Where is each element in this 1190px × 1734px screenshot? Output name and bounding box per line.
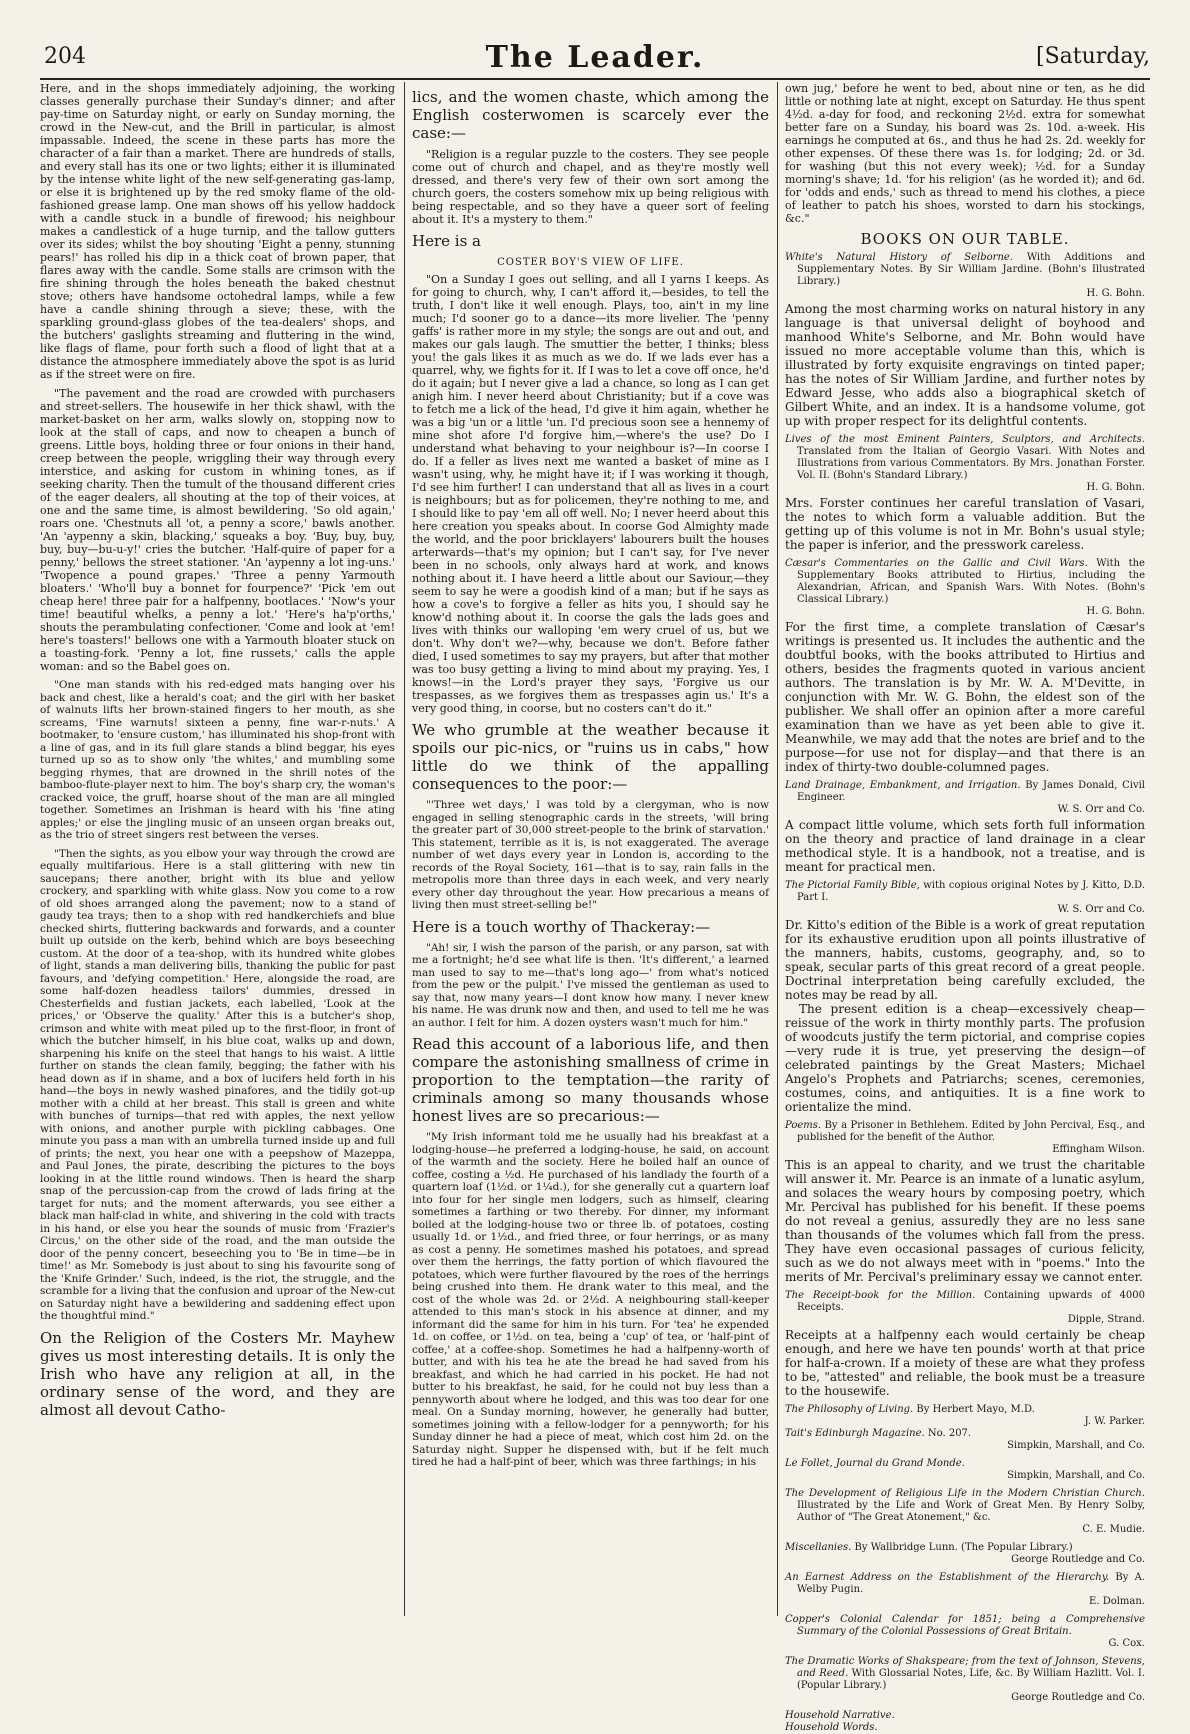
- paragraph: "'Three wet days,' I was told by a clergyman, who is now engaged in selling stenographic cards in the streets, 'will bring the greater part of 30,000 street-people to the brink of starvation.' This statement, terrible as it is, is not exaggerated. The average number of wet days every year in London is, according to the records of the Royal Society, 161—that is to say, rain falls in the metropolis more than three days in each week, and very nearly every other day throughout the year. How precarious a means of living then must street-selling be!": [412, 799, 769, 911]
- book-details: By James Donald, Civil Engineer.: [797, 780, 1145, 803]
- column-3: [785, 82, 1146, 1733]
- paragraph: On the Religion of the Costers Mr. Mayhew gives us most interesting details. It is only the Irish who have any religion at all, in the ordinary sense of the word, and they are almost all devout Catho-: [40, 1328, 395, 1419]
- publisher: Simpkin, Marshall, and Co.: [1007, 1440, 1145, 1451]
- paragraph: Here, and in the shops immediately adjoining, the working classes generally purchase their Sunday's dinner; and after pay-time on Saturday night, or early on Sunday morning, the crowd in the New-cut, and the Brill in particular, is almost impassable. Indeed, the scene in these parts has more the character of a fair than a market. There are hundreds of stalls, and every stall has its one or two lights; either it is illuminated by the intense white light of the new self-generating gas-lamp, or else it is brightened up by the red smoky flame of the old-fashioned grease lamp. One man shows off his yellow haddock with a candle stuck in a bundle of firewood; his neighbour makes a candlestick of a huge turnip, and the tallow gutters over its sides; whilst the boy shouting 'Eight a penny, stunning pears!' has rolled his dip in a thick coat of brown paper, that flares away with the candle. Some stalls are crimson with the fire shining through the holes beneath the baked chestnut stove; others have handsome octohedral lamps, while a few have a candle shining through a sieve; these, with the sparkling ground-glass globes of the tea-dealers' shops, and the butchers' gaslights streaming and fluttering in the wind, like flags of flame, pour forth such a flood of light that at a distance the atmosphere immediately above the spot is as lurid as if the street were on fire.: [40, 82, 395, 381]
- paragraph: We who grumble at the weather because it spoils our pic-nics, or "ruins us in cabs," how little do we think of the appalling consequences to the poor:—: [412, 721, 769, 793]
- book-list-item: [785, 1488, 1145, 1536]
- book-review: The present edition is a cheap—excessively cheap—reissue of the work in thirty monthly parts. The profusion of woodcuts justify the term pictorial, and comprise copies—very rude it is true, yet preserving the design—of celebrated paintings by the Great Masters; Michael Angelo's Prophets and Patriarchs; scenes, ceremonies, costumes, coins, and antiquities. It is a fine work to orientalize the mind.: [785, 1002, 1145, 1114]
- column-rule: [404, 82, 405, 1616]
- paragraph: Here is a: [412, 232, 481, 250]
- masthead-title: The Leader.: [485, 40, 705, 75]
- publisher: Simpkin, Marshall, and Co.: [1007, 1470, 1145, 1481]
- book-entry: [785, 880, 1145, 1114]
- book-details: No. 207.: [927, 1428, 972, 1439]
- publisher: George Routledge and Co.: [1011, 1554, 1145, 1565]
- book-title: Land Drainage, Embankment, and Irrigation.: [785, 780, 1021, 791]
- publisher: Effingham Wilson.: [1052, 1144, 1145, 1155]
- header-day: [Saturday,: [1036, 44, 1150, 69]
- paragraph: "Ah! sir, I wish the parson of the parish, or any parson, sat with me a fortnight; he'd see what life is then. 'It's different,' a learned man used to say to me—that's long ago—' from what's noticed from the pew or the pulpit.' I've missed the gentleman as used to say that, now many years—I dont know how many. I never knew his name. He was drunk now and then, and used to tell me he was an author. I felt for him. A dozen oysters wasn't much for him.": [412, 941, 769, 1029]
- book-review: Among the most charming works on natural history in any language is that universal delight of boyhood and manhood White's Selborne, and Mr. Bohn would have issued no more acceptable volume than this, which is illustrated by forty exquisite engravings on tinted paper; has the notes of Sir William Jardine, and further notes by Edward Jesse, who adds also a biographical sketch of Gilbert White, and an index. It is a handsome volume, got up with proper respect for its delightful contents.: [785, 302, 1145, 428]
- book-title: The Pictorial Family Bible,: [785, 880, 920, 891]
- book-title: The Development of Religious Life in the Modern Christian Church.: [785, 1488, 1145, 1499]
- paragraph: "The pavement and the road are crowded with purchasers and street-sellers. The housewife in her thick shawl, with the market-basket on her arm, walks slowly on, stopping now to look at the stall of caps, and now to cheapen a bunch of greens. Little boys, holding three or four onions in their hand, creep between the people, wriggling their way through every interstice, and asking for custom in whining tones, as if seeking charity. Then the tumult of the thousand different cries of the eager dealers, all shouting at the top of their voices, at one and the same time, is almost bewildering. 'So old again,' roars one. 'Chestnuts all 'ot, a penny a score,' bawls another. 'An 'aypenny a skin, blacking,' squeaks a boy. 'Buy, buy, buy, buy, buy—bu-u-y!' cries the butcher. 'Half-quire of paper for a penny,' bellows the street stationer. 'An 'aypenny a lot ing-uns.' 'Twopence a pound grapes.' 'Three a penny Yarmouth bloaters.' 'Who'll buy a bonnet for fourpence?' 'Pick 'em out cheap here! three pair for a halfpenny, bootlaces.' 'Now's your time! beautiful whelks, a penny a lot.' 'Here's ha'p'orths,' shouts the perambulating confectioner. 'Come and look at 'em! here's toasters!' bellows one with a Yarmouth bloater stuck on a toasting-fork. 'Penny a lot, fine russets,' calls the apple woman: and so the Babel goes on.: [40, 387, 395, 673]
- book-list-item: [785, 1710, 1145, 1734]
- book-details: By Herbert Mayo, M.D.: [916, 1404, 1035, 1415]
- book-title: Tait's Edinburgh Magazine.: [785, 1428, 925, 1439]
- book-list-item: [785, 1572, 1145, 1608]
- book-details: Containing upwards of 4000 Receipts.: [797, 1290, 1146, 1313]
- publisher: W. S. Orr and Co.: [1057, 904, 1145, 915]
- paragraph: "On a Sunday I goes out selling, and all I yarns I keeps. As for going to church, why, I can't afford it,—besides, to tell the truth, I don't like it well enough. Plays, too, ain't in my line much; I'd sooner go to a dance—its more livelier. The 'penny gaffs' is rather more in my style; the songs are out and out, and makes our gals laugh. The smuttier the better, I thinks; bless you! the gals likes it as much as we do. If we lads ever has a quarrel, why, we fights for it. If I was to let a cove off once, he'd do it again; but I never give a lad a chance, so long as I can get anigh him. I never heerd about Christianity; but if a cove was to fetch me a lick of the head, I'd give it him again, whether he was a big 'un or a little 'un. I'd precious soon see a hennemy of mine shot afore I'd forgive him,—where's the use? Do I understand what behaving to your neighbour is?—In coorse I do. If a feller as lives next me wanted a basket of mine as I wasn't using, why, he might have it; if I was working it though, I'd see him further! I can understand that all as lives in a court is neighbours; but as for policemen, they're nothing to me, and I should like to pay 'em all off well. No; I never heerd about this here creation you speaks about. In coorse God Almighty made the world, and the poor bricklayers' labourers built the houses arterwards—that's my opinion; but I can't say, for I've never been in no schools, only always hard at work, and knows nothing about it. I have heerd a little about our Saviour,—they seem to say he were a goodish kind of a man; but if he says as how a cove's to forgive a feller as hits you, I should say he know'd nothing about it. In coorse the gals the lads goes and lives with thinks our walloping 'em wery cruel of us, but we don't. Why don't we?—why, because we don't. Before father died, I used sometimes to say my prayers, but after that mother was too busy getting a living to mind about my praying. Yes, I knows!—in the Lord's prayer they says, 'Forgive us our trespasses, as we forgives them as trespasses agin us.' It's a very good thing, in coorse, but no costers can't do it.": [412, 273, 769, 715]
- book-title: The Dramatic Works of Shakspeare; from the text of Johnson, Stevens, and Reed.: [785, 1656, 1145, 1679]
- book-list-item: [785, 1614, 1145, 1650]
- book-list-item: [785, 1458, 1145, 1482]
- book-details: With Glossarial Notes, Life, &c. By William Hazlitt. Vol. I. (Popular Library.): [797, 1668, 1146, 1691]
- book-title: Copper's Colonial Calendar for 1851; being a Comprehensive Summary of the Colonial Possessions of Great Britain.: [785, 1614, 1145, 1637]
- publisher: H. G. Bohn.: [1086, 606, 1145, 617]
- book-entry: [785, 1290, 1145, 1398]
- book-list-item: [785, 1428, 1145, 1452]
- book-review: For the first time, a complete translation of Cæsar's writings is presented us. It includes the authentic and the doubtful books, with the books attributed to Hirtius and others, besides the fragments quoted in various ancient authors. The translation is by Mr. W. A. M'Devitte, in conjunction with Mr. W. G. Bohn, the eldest son of the publisher. We shall offer an opinion after a more careful examination than we have as yet been able to give it. Meanwhile, we may add that the notes are brief and to the purpose—for use not for display—and that there is an index of thirty-two double-columned pages.: [785, 620, 1145, 774]
- book-review: This is an appeal to charity, and we trust the charitable will answer it. Mr. Pearce is an inmate of a lunatic asylum, and solaces the weary hours by composing poetry, which Mr. Percival has published for his benefit. If these poems do not reveal a genius, assuredly they are no less sane than thousands of the volumes which fall from the press. They have even occasional passages of curious felicity, such as we do not always meet with in "poems." Into the merits of Mr. Percival's preliminary essay we cannot enter.: [785, 1158, 1145, 1284]
- book-title: Cæsar's Commentaries on the Gallic and Civil Wars.: [785, 558, 1088, 569]
- book-details: By Wallbridge Lunn. (The Popular Library.): [854, 1542, 1073, 1553]
- publisher: W. S. Orr and Co.: [1057, 804, 1145, 815]
- book-title: An Earnest Address on the Establishment of the Hierarchy.: [785, 1572, 1110, 1583]
- book-title: Le Follet, Journal du Grand Monde.: [785, 1458, 965, 1469]
- publisher: George Routledge and Co.: [1011, 1692, 1145, 1703]
- book-entry: [785, 252, 1145, 428]
- publisher: J. W. Parker.: [1084, 1416, 1145, 1427]
- book-entry: [785, 780, 1145, 874]
- book-title: The Philosophy of Living.: [785, 1404, 914, 1415]
- column-2: [412, 82, 769, 1616]
- paragraph: own jug,' before he went to bed, about nine or ten, as he did little or nothing late at night, except on Saturday. He thus spent 4½d. a-day for food, and reckoning 2½d. extra for somewhat better fare on a Sunday, his board was 2s. 10d. a-week. His earnings he computed at 6s., and thus he had 2s. 2d. weekly for other expenses. Of these there was 1s. for lodging; 2d. or 3d. for washing (but this not every week); ½d. for a Sunday morning's shave; 1d. 'for his religion' (as he worded it); and 6d. for 'odds and ends,' such as thread to mend his clothes, a piece of leather to patch his shoes, worsted to darn his stockings, &c.": [785, 82, 1145, 225]
- publisher: E. Dolman.: [1089, 1596, 1145, 1607]
- book-title: Poems.: [785, 1120, 822, 1131]
- book-title: Lives of the most Eminent Painters, Sculptors, and Architects.: [785, 434, 1145, 445]
- book-list-item: [785, 1404, 1145, 1428]
- book-entry: [785, 558, 1145, 774]
- book-details: with copious original Notes by J. Kitto, D.D. Part I.: [797, 880, 1145, 903]
- paragraph: Here is a touch worthy of Thackeray:—: [412, 917, 711, 936]
- book-title: White's Natural History of Selborne.: [785, 252, 1013, 263]
- publisher: C. E. Mudie.: [1082, 1524, 1145, 1535]
- book-title: Miscellanies.: [785, 1542, 852, 1553]
- book-review: Mrs. Forster continues her careful translation of Vasari, the notes to which form a valuable addition. But the getting up of this volume is not in Mr. Bohn's usual style; the paper is inferior, and the presswork careless.: [785, 496, 1145, 552]
- book-details: With Additions and Supplementary Notes. By Sir William Jardine. (Bohn's Illustrated Library.): [797, 252, 1146, 287]
- book-review: Receipts at a halfpenny each would certainly be cheap enough, and here we have ten pounds' worth at that price for half-a-crown. If a moiety of these are what they profess to be, "attested" and reliable, the book must be a treasure to the housewife.: [785, 1328, 1145, 1398]
- book-title: The Receipt-book for the Million.: [785, 1290, 976, 1301]
- book-title: Household Narrative.: [785, 1710, 895, 1721]
- publisher: H. G. Bohn.: [1086, 482, 1145, 493]
- paragraph: "Then the sights, as you elbow your way through the crowd are equally multifarious. Here is a stall glittering with new tin saucepans; there another, bright with its blue and yellow crockery, and sparkling with white glass. Now you come to a row of old shoes arranged along the pavement; now to a stand of gaudy tea trays; then to a shop with red handkerchiefs and blue checked shirts, fluttering backwards and forwards, and a counter built up outside on the kerb, behind which are boys beseeching custom. At the door of a tea-shop, with its hundred white globes of light, stands a man delivering bills, thanking the public for past favours, and 'defying competition.' Here, alongside the road, are some half-dozen headless tailors' dummies, dressed in Chesterfields and fustian jackets, each labelled, 'Look at the prices,' or 'Observe the quality.' After this is a butcher's shop, crimson and white with meat piled up to the first-floor, in front of which the butcher himself, in his blue coat, walks up and down, sharpening his knife on the steel that hangs to his waist. A little further on stands the clean family, begging; the father with his head down as if in shame, and a box of lucifers held forth in his hand—the boys in newly washed pinafores, and the tidily got-up mother with a child at her breast. This stall is green and white with bunches of turnips—that red with apples, the next yellow with onions, and another purple with pickling cabbages. One minute you pass a man with an umbrella turned inside up and full of prints; the next, you hear one with a peepshow of Mazeppa, and Paul Jones, the pirate, describing the pictures to the boys looking in at the little round windows. Then is heard the sharp snap of the percussion-cap from the crowd of lads firing at the target for nuts; and the moment afterwards, you see either a black man half-clad in white, and shivering in the cold with tracts in his hand, or else you hear the sounds of music from 'Frazier's Circus,' on the other side of the road, and the man outside the door of the penny concert, beseeching you to 'Be in time—be in time!' as Mr. Somebody is just about to sing his favourite song of the 'Knife Grinder.' Such, indeed, is the riot, the struggle, and the scramble for a living that the confusion and uproar of the New-cut on Saturday night have a bewildering and saddening effect upon the thoughtful mind.": [40, 847, 395, 1322]
- section-heading: BOOKS ON OUR TABLE.: [860, 230, 1070, 248]
- publisher: Dipple, Strand.: [1067, 1314, 1145, 1325]
- subheading: COSTER BOY'S VIEW OF LIFE.: [497, 257, 684, 268]
- book-details: Translated from the Italian of Georgio Vasari. With Notes and Illustrations from various Commentators. By Mrs. Jonathan Forster. Vol. II. (Bohn's Standard Library.): [797, 446, 1145, 481]
- paragraph: "My Irish informant told me he usually had his breakfast at a lodging-house—he preferred a lodging-house, he said, on account of the warmth and the society. Here he boiled half an ounce of coffee, costing a ½d. He purchased of his landlady the fourth of a quartern loaf (1½d. or 1¼d.), for she generally cut a quartern loaf into four for her single men lodgers, such as himself, clearing sometimes a farthing or two thereby. For dinner, my informant boiled at the lodging-house two or three lb. of potatoes, costing usually 1d. or 1½d., and fried three, or four herrings, or as many as cost a penny. He sometimes mashed his potatoes, and spread over them the herrings, the fatty portion of which flavoured the potatoes, which were further flavoured by the roes of the herrings being crushed into them. He drank water to this meal, and the cost of the whole was 2d. or 2½d. A neighbouring stall-keeper attended to this man's stock in his absence at dinner, and my informant did the same for him in his turn. For 'tea' he expended 1d. on coffee, or 1½d. on tea, being a 'cup' of tea, or 'half-pint of coffee,' at a coffee-shop. Sometimes he had a halfpenny-worth of butter, and with his tea he ate the bread he had saved from his breakfast, and which he had carried in his pocket. He had not butter to his breakfast, he said, for he could not buy less than a pennyworth about where he lodged, and this was too dear for one meal. On a Sunday morning, however, he generally had butter, sometimes joining with a fellow-lodger for a pennyworth; for his Sunday dinner he had a piece of meat, which cost him 2d. on the Saturday night. Supper he dispensed with, but if he felt much tired he had a half-pint of beer, which was three farthings; in his: [412, 1131, 769, 1468]
- book-list-item: [785, 1542, 1145, 1566]
- book-review: Dr. Kitto's edition of the Bible is a work of great reputation for its exhaustive erudition upon all points illustrative of the manners, habits, customs, geography, and, so to speak, secular parts of this great record of a great people. Doctrinal interpretation being carefully excluded, the notes may be read by all.: [785, 918, 1145, 1002]
- paragraph: "Religion is a regular puzzle to the costers. They see people come out of church and chapel, and as they're mostly well dressed, and there's very few of their own sort among the church goers, the costers somehow mix up being religious with being respectable, and so they have a queer sort of feeling about it. It's a mystery to them.": [412, 148, 769, 226]
- paragraph: "One man stands with his red-edged mats hanging over his back and chest, like a herald's coat; and the girl with her basket of walnuts lifts her brown-stained fingers to her mouth, as she screams, 'Fine warnuts! sixteen a penny, fine war-r-nuts.' A bootmaker, to 'ensure custom,' has illuminated his shop-front with a line of gas, and in its full glare stands a blind beggar, his eyes turned up so as to show only 'the whites,' and mumbling some begging rhymes, that are drowned in the shrill notes of the bamboo-flute-player next to him. The boy's sharp cry, the woman's cracked voice, the gruff, hoarse shout of the man are all mingled together. Sometimes an Irishman is heard with his 'fine ating apples;' or else the jingling music of an unseen organ breaks out, as the trio of street singers rest between the verses.: [40, 679, 395, 841]
- book-details: By a Prisoner in Bethlehem. Edited by John Percival, Esq., and published for the benefit of the Author.: [797, 1120, 1146, 1143]
- book-details: Illustrated by the Life and Work of Great Men. By Henry Solby, Author of "The Great Atonement," &c.: [797, 1500, 1145, 1523]
- column-1: [40, 82, 395, 1616]
- book-title: Household Words.: [785, 1722, 878, 1733]
- book-details: By A. Welby Pugin.: [797, 1572, 1146, 1595]
- book-entry: [785, 434, 1145, 552]
- paragraph: lics, and the women chaste, which among the English costerwomen is scarcely ever the case:—: [412, 88, 769, 142]
- paragraph: Read this account of a laborious life, and then compare the astonishing smallness of crime in proportion to the temptation—the rarity of criminals among so many thousands whose honest lives are so precarious:—: [412, 1035, 769, 1125]
- book-review: A compact little volume, which sets forth full information on the theory and practice of land drainage in a clear methodical style. It is a handbook, not a treatise, and is meant for practical men.: [785, 818, 1145, 874]
- book-details: With the Supplementary Books attributed to Hirtius, including the Alexandrian, African, and Spanish Wars. With Notes. (Bohn's Classical Library.): [797, 558, 1145, 605]
- page-number: 204: [44, 44, 86, 69]
- column-rule: [777, 82, 778, 1616]
- book-list-item: [785, 1656, 1145, 1704]
- page-header: [40, 38, 1150, 80]
- publisher: G. Cox.: [1108, 1638, 1145, 1649]
- publisher: H. G. Bohn.: [1086, 288, 1145, 299]
- book-entry: [785, 1120, 1145, 1284]
